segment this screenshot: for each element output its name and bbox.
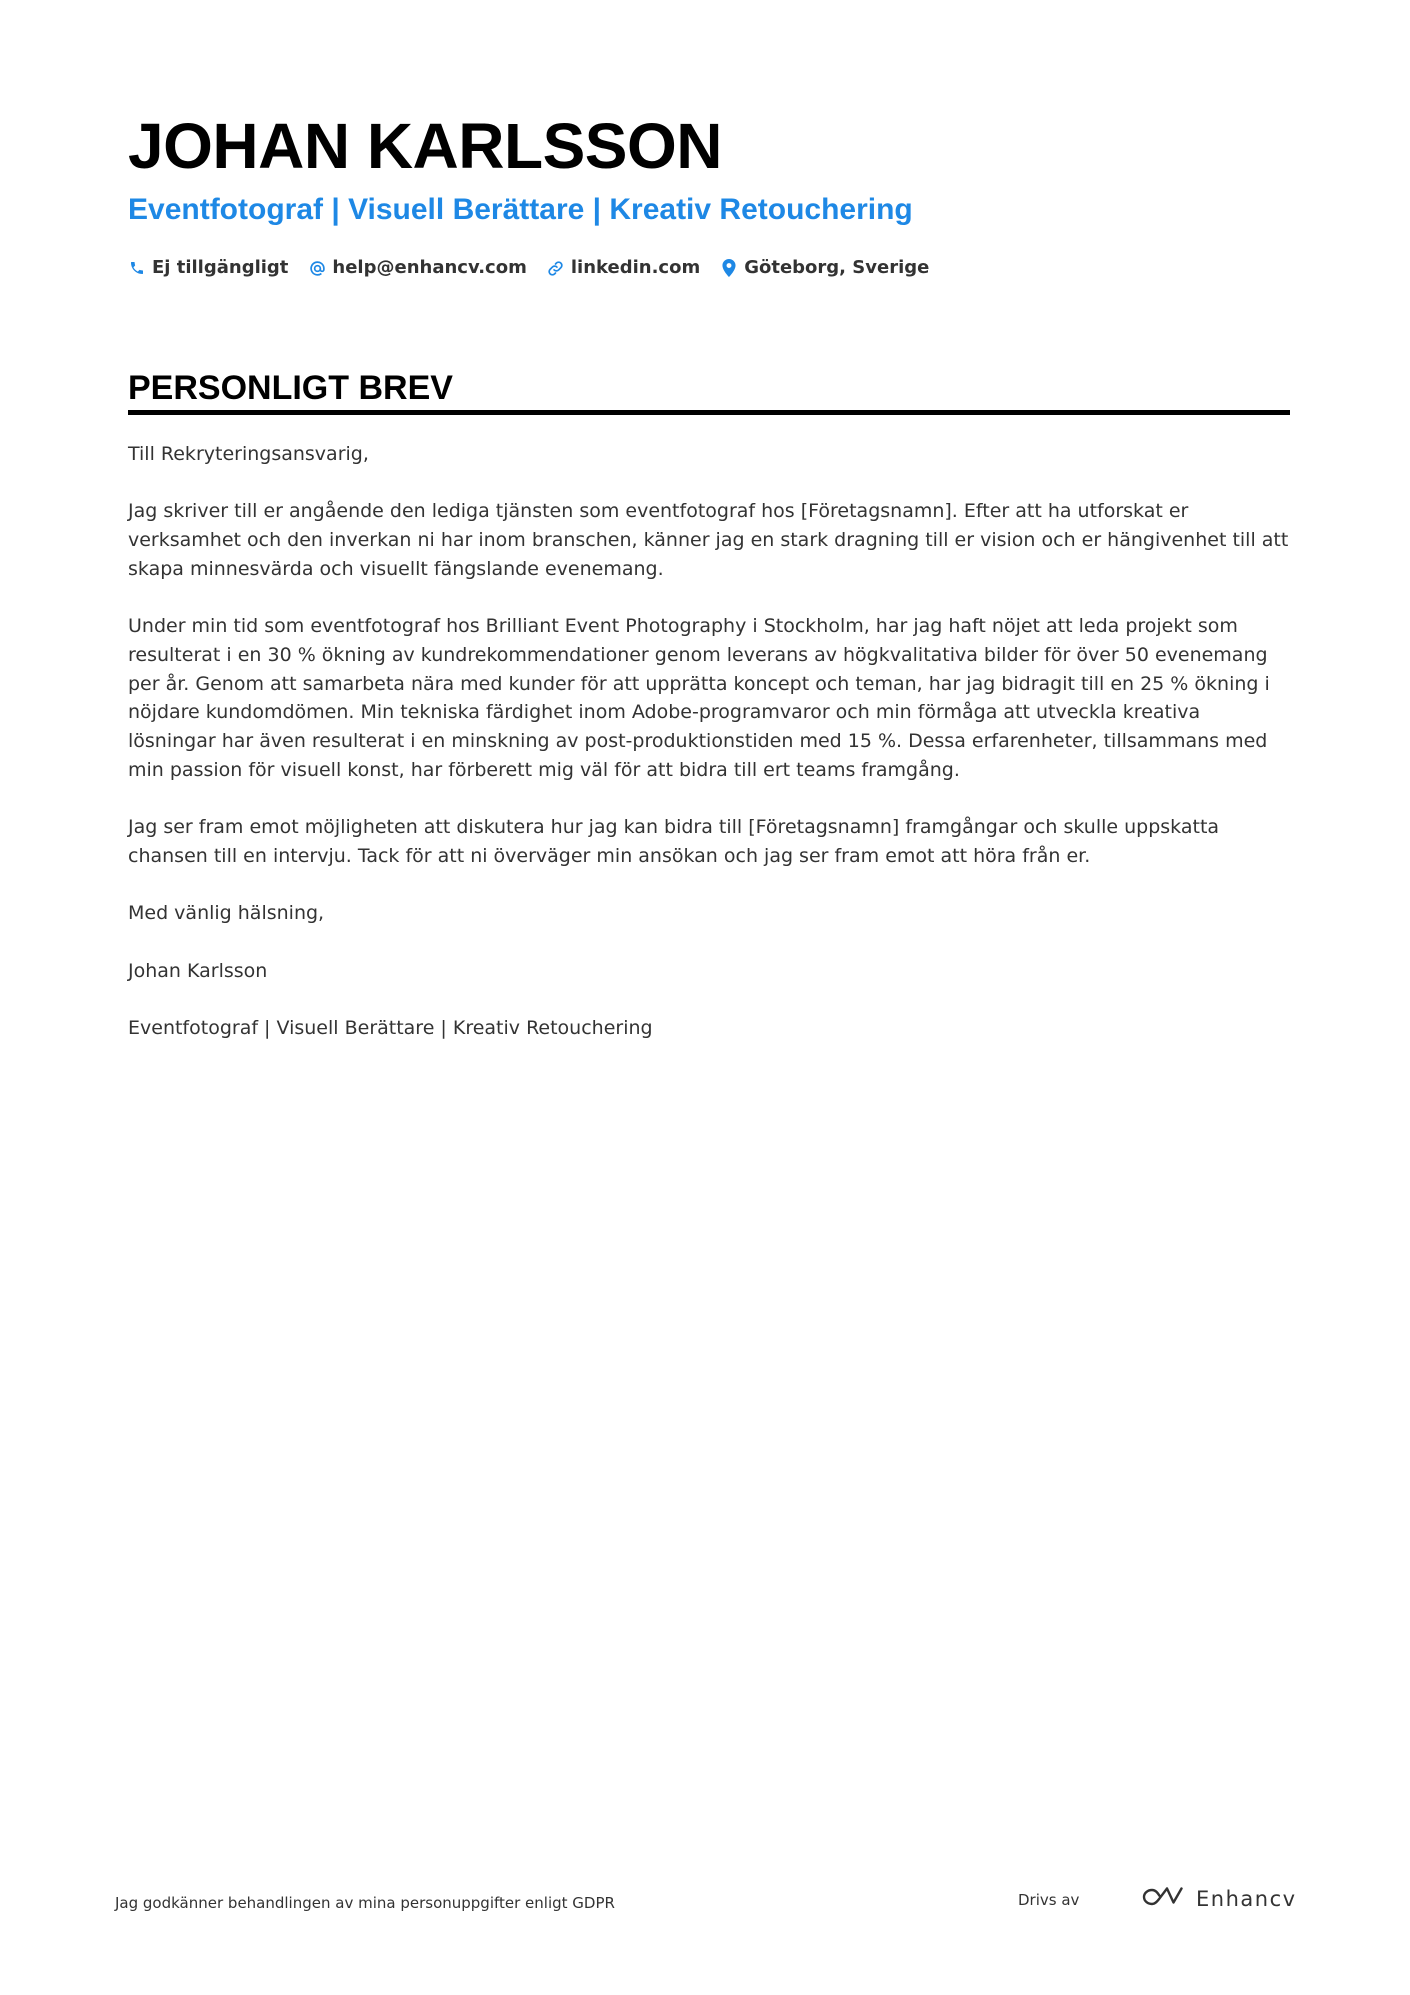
letter-paragraph: Jag skriver till er angående den lediga tjänsten som eventfotograf hos [Företagsnamn]. Efter att ha utforskat er verksamhet och den inverkan ni har inom branschen, känner jag en stark dragning till er vision och er hängivenhet till att skapa minnesvärda och visuellt fängslande evenemang. (128, 500, 1289, 580)
location-pin-icon (720, 259, 738, 277)
letter-body (128, 440, 1290, 1071)
candidate-name: JOHAN KARLSSON (128, 110, 722, 182)
letter-closing: Med vänlig hälsning, (128, 902, 325, 925)
letter-greeting: Till Rekryteringsansvarig, (128, 443, 369, 465)
enhancv-logo[interactable] (1138, 1884, 1297, 1914)
powered-by-label: Drivs av (1018, 1891, 1080, 1909)
letter-paragraph: Jag ser fram emot möjligheten att diskutera hur jag kan bidra till [Företagsnamn] framgångar och skulle uppskatta chansen till en intervju. Tack för att ni överväger min ansökan och jag ser fram emot att höra från er. (128, 816, 1220, 867)
section-title: PERSONLIGT BREV (128, 369, 453, 407)
link-icon (547, 259, 565, 277)
gdpr-consent: Jag godkänner behandlingen av mina personuppgifter enligt GDPR (115, 1894, 615, 1912)
contact-location (720, 254, 929, 282)
contact-phone (128, 254, 288, 282)
phone-icon (128, 259, 146, 277)
enhancv-logo-icon (1138, 1884, 1186, 1914)
letter-signature-title: Eventfotograf | Visuell Berättare | Kreativ Retouchering (128, 1016, 653, 1039)
contact-linkedin-text: linkedin.com (570, 257, 701, 278)
candidate-headline: Eventfotograf | Visuell Berättare | Kreativ Retouchering (128, 193, 913, 226)
contact-location-text: Göteborg, Sverige (744, 257, 930, 278)
letter-paragraph: Under min tid som eventfotograf hos Brilliant Event Photography i Stockholm, har jag haft nöjet att leda projekt som resulterat i en 30 % ökning av kundrekommendationer genom leverans av högkvalitativa bilder för över 50 evenemang per år. Genom att samarbeta nära med kunder för att upprätta koncept och teman, har jag bidragit till en 25 % ökning i nöjdare kundomdömen. Min tekniska färdighet inom Adobe-programvaror och min förmåga att utveckla kreativa lösningar har även resulterat i en minskning av post-produktionstiden med 15 %. Dessa erfarenheter, tillsammans med min passion för visuell konst, har förberett mig väl för att bidra till ert teams framgång. (128, 615, 1270, 781)
letter-signature-name: Johan Karlsson (128, 959, 268, 982)
contact-linkedin[interactable] (547, 254, 700, 282)
contact-email[interactable] (308, 254, 526, 282)
contact-phone-text: Ej tillgängligt (152, 257, 289, 278)
enhancv-brand-text: Enhancv (1196, 1887, 1297, 1911)
contact-row (128, 254, 929, 282)
contact-email-text: help@enhancv.com (332, 257, 527, 278)
at-icon (308, 259, 326, 277)
section-divider (128, 410, 1290, 415)
